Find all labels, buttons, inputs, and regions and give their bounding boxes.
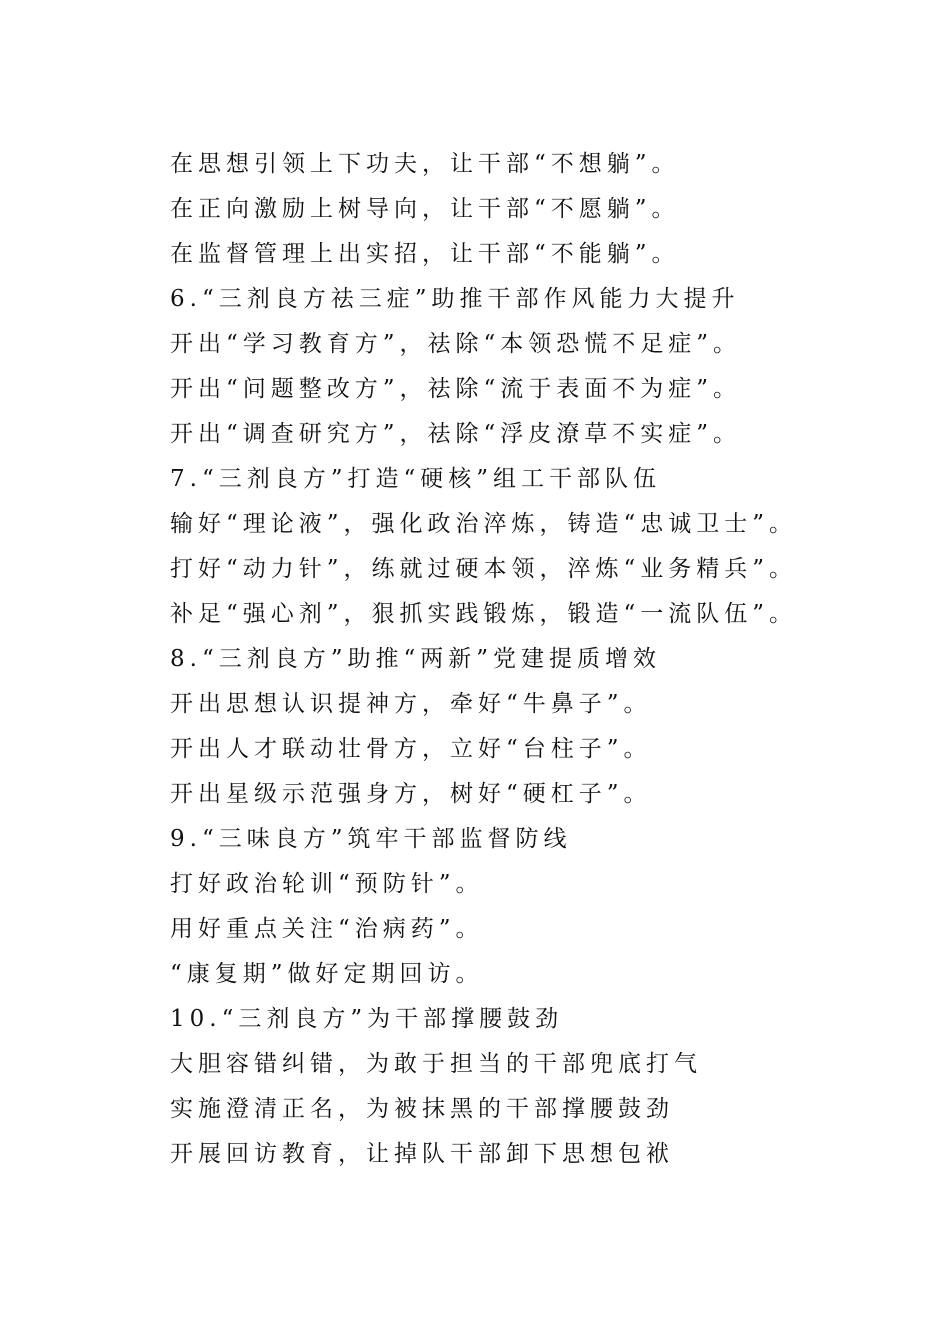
text-line: 在监督管理上出实招，让干部“不能躺”。 [170, 241, 680, 267]
text-line: “康复期”做好定期回访。 [170, 961, 484, 987]
text-line: 开出星级示范强身方，树好“硬杠子”。 [170, 781, 652, 807]
text-line: 打好“动力针”，练就过硬本领，淬炼“业务精兵”。 [170, 556, 798, 582]
text-line: 大胆容错纠错，为敢于担当的干部兜底打气 [170, 1051, 702, 1077]
section-heading: 10.“三剂良方”为干部撑腰鼓劲 [170, 1006, 564, 1032]
text-line: 在正向激励上树导向，让干部“不愿躺”。 [170, 196, 680, 222]
text-line: 开展回访教育，让掉队干部卸下思想包袱 [170, 1141, 674, 1167]
section-heading: 9.“三味良方”筑牢干部监督防线 [170, 826, 572, 852]
text-line: 开出人才联动壮骨方，立好“台柱子”。 [170, 736, 652, 762]
text-line: 输好“理论液”，强化政治淬炼，铸造“忠诚卫士”。 [170, 511, 798, 537]
text-line: 补足“强心剂”，狠抓实践锻炼，锻造“一流队伍”。 [170, 601, 798, 627]
text-line: 用好重点关注“治病药”。 [170, 916, 484, 942]
text-line: 实施澄清正名，为被抹黑的干部撑腰鼓劲 [170, 1096, 674, 1122]
text-line: 在思想引领上下功夫，让干部“不想躺”。 [170, 151, 680, 177]
section-heading: 6.“三剂良方祛三症”助推干部作风能力大提升 [170, 286, 740, 312]
text-line: 开出“调查研究方”，祛除“浮皮潦草不实症”。 [170, 421, 742, 447]
section-heading: 7.“三剂良方”打造“硬核”组工干部队伍 [170, 466, 661, 492]
section-heading: 8.“三剂良方”助推“两新”党建提质增效 [170, 646, 661, 672]
text-line: 开出“学习教育方”，祛除“本领恐慌不足症”。 [170, 331, 742, 357]
text-line: 开出思想认识提神方，牵好“牛鼻子”。 [170, 691, 652, 717]
document-body [170, 142, 930, 1177]
text-line: 开出“问题整改方”，祛除“流于表面不为症”。 [170, 376, 742, 402]
text-line: 打好政治轮训“预防针”。 [170, 871, 484, 897]
